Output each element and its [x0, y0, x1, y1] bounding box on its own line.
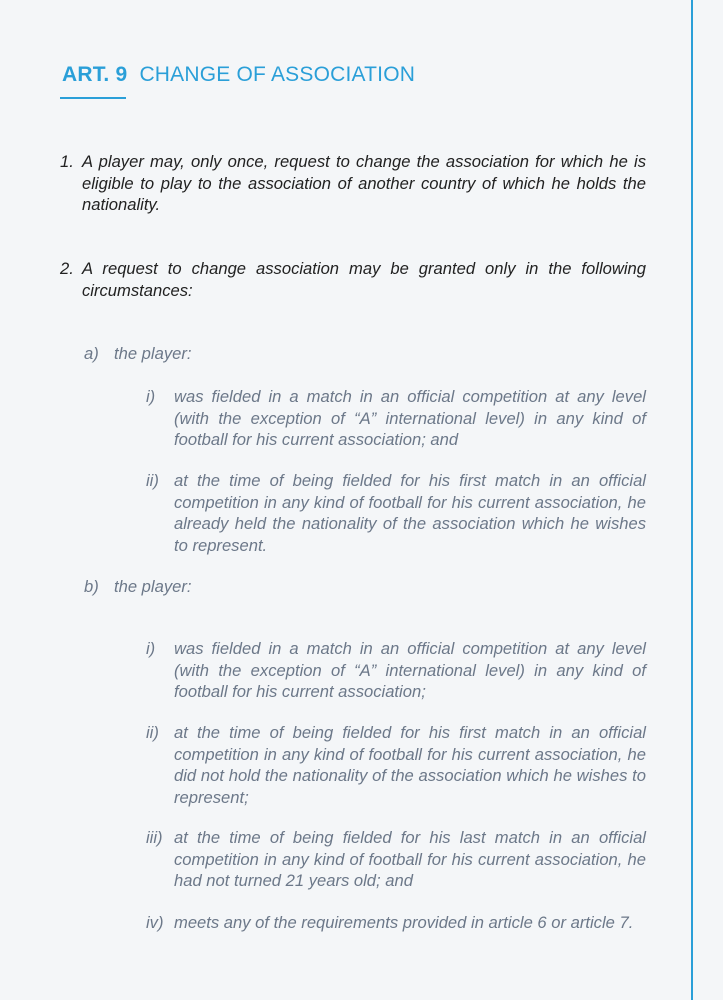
condition-text: the player: — [114, 344, 192, 363]
heading-underline — [60, 97, 126, 99]
article-number: ART. 9 — [62, 63, 128, 86]
paragraph-text: A request to change association may be granted only in the following circumstances: — [82, 259, 646, 300]
paragraph-text: A player may, only once, request to change the association for which he is eligible to play to the association of another country of which he holds the nationality. — [82, 152, 646, 214]
item-text: at the time of being fielded for his first match in an official competition in any kind of football for his current association, he did not hold the nationality of the association which he wishes to represent; — [174, 723, 646, 807]
item-number: ii) — [146, 471, 159, 490]
condition-a — [84, 344, 191, 364]
article-title: CHANGE OF ASSOCIATION — [139, 63, 416, 86]
item-number: i) — [146, 387, 156, 406]
condition-b-item-iii — [146, 827, 646, 892]
condition-label: b) — [84, 577, 99, 596]
item-text: was fielded in a match in an official competition at any level (with the exception of “A” international level) in any kind of football for his current association; — [174, 639, 646, 701]
item-text: at the time of being fielded for his last match in an official competition in any kind of football for his current association, he had not turned 21 years old; and — [174, 828, 646, 890]
article-heading — [62, 63, 415, 87]
paragraph-1 — [60, 151, 646, 216]
condition-b-item-iv — [146, 912, 656, 934]
item-text: at the time of being fielded for his first match in an official competition in any kind of football for his current association, he already held the nationality of the association which he wishes to represent. — [174, 471, 646, 555]
condition-b-item-ii — [146, 722, 646, 808]
item-number: ii) — [146, 723, 159, 742]
paragraph-number: 1. — [60, 152, 74, 171]
condition-text: the player: — [114, 577, 192, 596]
item-text: meets any of the requirements provided in article 6 or article 7. — [174, 913, 634, 932]
condition-a-item-ii — [146, 470, 646, 556]
item-number: iv) — [146, 913, 164, 932]
item-number: iii) — [146, 828, 163, 847]
condition-a-item-i — [146, 386, 646, 451]
page-border-line — [691, 0, 693, 1000]
paragraph-2 — [60, 258, 646, 301]
item-text: was fielded in a match in an official competition at any level (with the exception of “A” international level) in any kind of football for his current association; and — [174, 387, 646, 449]
paragraph-number: 2. — [60, 259, 74, 278]
condition-label: a) — [84, 344, 99, 363]
condition-b — [84, 577, 191, 597]
item-number: i) — [146, 639, 156, 658]
condition-b-item-i — [146, 638, 646, 703]
